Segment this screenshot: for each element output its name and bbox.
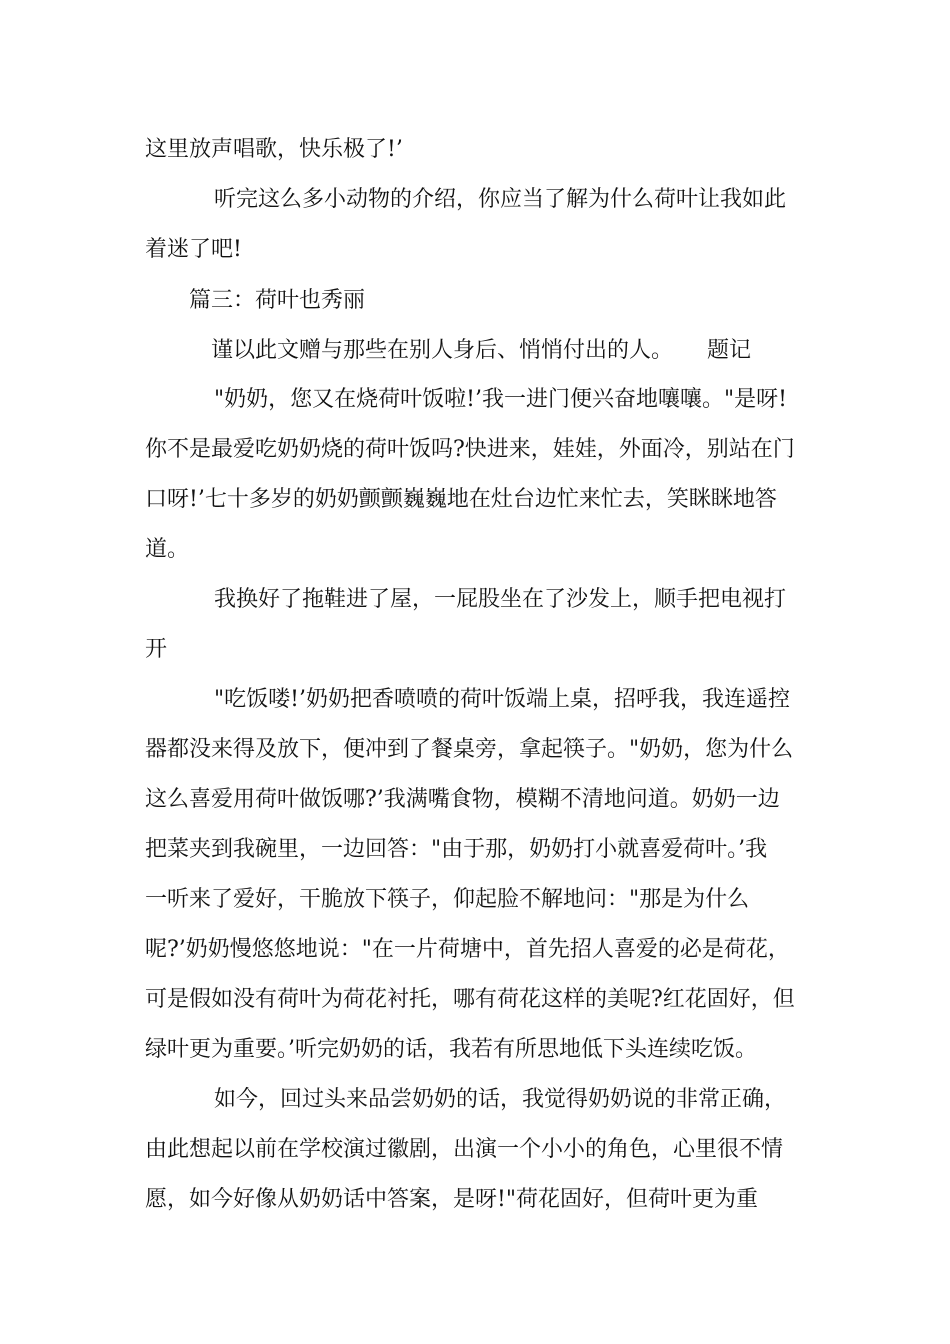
text-line: "吃饭喽!’奶奶把香喷喷的荷叶饭端上桌，招呼我，我连遥控 bbox=[214, 687, 790, 712]
dedication-line bbox=[211, 337, 751, 365]
text-line: 口呀!’七十多岁的奶奶颤颤巍巍地在灶台边忙来忙去，笑眯眯地答 bbox=[145, 487, 777, 512]
text-line: 这里放声唱歌，快乐极了!’ bbox=[145, 137, 403, 162]
text-line: 如今，回过头来品尝奶奶的话，我觉得奶奶说的非常正确， bbox=[214, 1087, 787, 1112]
text-line: 听完这么多小动物的介绍，你应当了解为什么荷叶让我如此 bbox=[214, 187, 787, 212]
dedication-text: 谨以此文赠与那些在别人身后、悄悄付出的人。 bbox=[211, 338, 674, 363]
text-line: 器都没来得及放下，便冲到了餐桌旁，拿起筷子。"奶奶，您为什么 bbox=[145, 737, 794, 762]
text-line: 由此想起以前在学校演过徽剧，出演一个小小的角色，心里很不情 bbox=[145, 1137, 784, 1162]
text-line: 愿，如今好像从奶奶话中答案，是呀!"荷花固好，但荷叶更为重 bbox=[145, 1187, 758, 1212]
dedication-signature: 题记 bbox=[707, 338, 752, 363]
text-line: 绿叶更为重要。’听完奶奶的话，我若有所思地低下头连续吃饭。 bbox=[145, 1037, 757, 1062]
text-line: 把菜夹到我碗里，一边回答："由于那，奶奶打小就喜爱荷叶。’我 bbox=[145, 837, 768, 862]
text-line: 着迷了吧! bbox=[145, 237, 242, 262]
text-line: 你不是最爱吃奶奶烧的荷叶饭吗?快进来，娃娃，外面冷，别站在门 bbox=[145, 437, 795, 462]
section-heading: 篇三：荷叶也秀丽 bbox=[189, 288, 366, 313]
text-line: 一听来了爱好，干脆放下筷子，仰起脸不解地问："那是为什么 bbox=[145, 887, 750, 912]
text-line: "奶奶，您又在烧荷叶饭啦!’我一进门便兴奋地嚷嚷。"是呀! bbox=[214, 387, 787, 412]
text-line: 开 bbox=[145, 637, 168, 662]
text-line: 这么喜爱用荷叶做饭哪?’我满嘴食物，模糊不清地问道。奶奶一边 bbox=[145, 787, 780, 812]
text-line: 我换好了拖鞋进了屋，一屁股坐在了沙发上，顺手把电视打 bbox=[214, 587, 787, 612]
text-line: 呢?’奶奶慢悠悠地说："在一片荷塘中，首先招人喜爱的必是荷花， bbox=[145, 937, 790, 962]
text-line: 道。 bbox=[145, 537, 190, 562]
text-line: 可是假如没有荷叶为荷花衬托，哪有荷花这样的美呢?红花固好，但 bbox=[145, 987, 795, 1012]
